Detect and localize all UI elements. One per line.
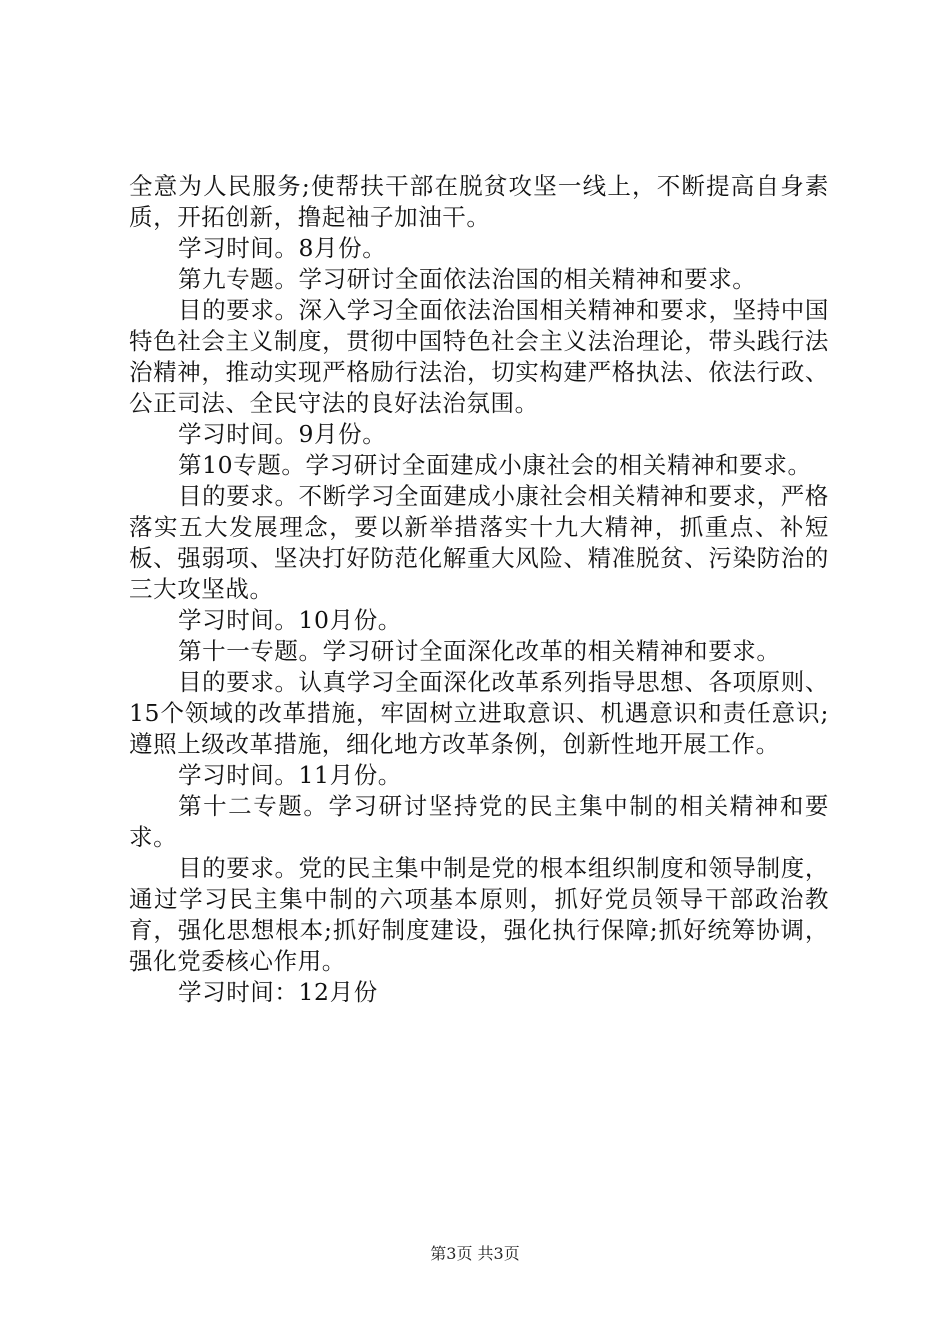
paragraph-study-time-dec: 学习时间：12月份 bbox=[178, 978, 378, 1006]
paragraph-topic-12: 第十二专题。学习研讨坚持党的民主集中制的相关精神和要求。 bbox=[129, 792, 829, 851]
document-body bbox=[129, 171, 829, 1008]
paragraph-study-time-oct: 学习时间。10月份。 bbox=[178, 606, 402, 634]
paragraph-study-time-aug: 学习时间。8月份。 bbox=[178, 234, 387, 262]
paragraph-study-time-sep: 学习时间。9月份。 bbox=[178, 420, 387, 448]
paragraph-continuation: 全意为人民服务;使帮扶干部在脱贫攻坚一线上，不断提高自身素质，开拓创新，撸起袖子加油干。 bbox=[129, 172, 829, 231]
page-number: 第3页 共3页 bbox=[430, 1244, 520, 1263]
paragraph-topic-9: 第九专题。学习研讨全面依法治国的相关精神和要求。 bbox=[178, 265, 757, 293]
paragraph-topic-9-goals: 目的要求。深入学习全面依法治国相关精神和要求，坚持中国特色社会主义制度，贯彻中国特色社会主义法治理论，带头践行法治精神，推动实现严格励行法治，切实构建严格执法、依法行政、公正司法、全民守法的良好法治氛围。 bbox=[129, 296, 829, 417]
paragraph-topic-10-goals: 目的要求。不断学习全面建成小康社会相关精神和要求，严格落实五大发展理念，要以新举措落实十九大精神，抓重点、补短板、强弱项、坚决打好防范化解重大风险、精准脱贫、污染防治的三大攻坚战。 bbox=[129, 482, 829, 603]
paragraph-topic-10: 第10专题。学习研讨全面建成小康社会的相关精神和要求。 bbox=[178, 451, 812, 479]
paragraph-topic-11-goals: 目的要求。认真学习全面深化改革系列指导思想、各项原则、15个领域的改革措施，牢固树立进取意识、机遇意识和责任意识;遵照上级改革措施，细化地方改革条例，创新性地开展工作。 bbox=[129, 668, 829, 758]
paragraph-topic-12-goals: 目的要求。党的民主集中制是党的根本组织制度和领导制度，通过学习民主集中制的六项基本原则，抓好党员领导干部政治教育，强化思想根本;抓好制度建设，强化执行保障;抓好统筹协调，强化党委核心作用。 bbox=[129, 854, 829, 975]
paragraph-study-time-nov: 学习时间。11月份。 bbox=[178, 761, 402, 789]
paragraph-topic-11: 第十一专题。学习研讨全面深化改革的相关精神和要求。 bbox=[178, 637, 781, 665]
